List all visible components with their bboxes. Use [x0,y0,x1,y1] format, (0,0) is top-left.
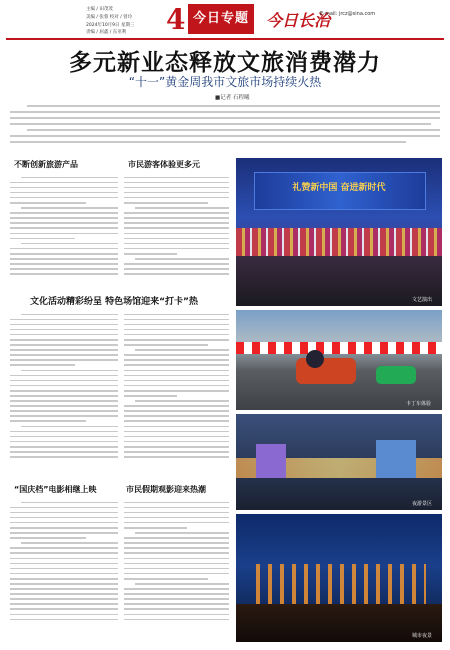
section-heading-films: “国庆档”电影相继上映 [14,485,97,494]
section-banner: 今日专题 [188,4,254,34]
section-heading-innovation: 不断创新旅游产品 [14,160,78,169]
byline: ■记者 石程曦 [215,95,250,101]
caption-city-night: 城市夜景 [412,633,433,639]
designer-line: 美编 / 张蓉 校对 / 曾玲 [86,15,133,20]
body-text-col4 [124,310,229,475]
caption-performance: 文艺演出 [412,297,433,303]
header-rule [6,38,444,40]
caption-go-kart: 卡丁车体验 [406,401,432,407]
section-heading-cultural: 文化活动精彩纷呈 特色场馆迎来“打卡”热 [30,297,198,307]
editor-line: 主编 / 田茂茂 [86,7,113,12]
editor-info [86,6,166,22]
editor-line-2: 责编 / 屈鑫 / 东亚利 [86,30,127,35]
caption-night-scenic: 夜游景区 [412,501,433,507]
body-text-col1 [10,173,118,285]
body-text-col2 [124,173,229,285]
stage-performance-photo [236,158,442,306]
body-text-col3 [10,310,118,475]
subheadline: “十一”黄金周我市文旅市场持续火热 [128,75,322,89]
page-number: 4 [166,3,186,36]
night-scenic-photo [236,414,442,510]
stage-banner-text: 礼赞新中国 奋进新时代 [292,183,386,193]
lead-paragraph [10,101,440,153]
body-text-col6 [124,498,229,643]
go-kart-photo [236,310,442,410]
masthead [0,0,450,40]
city-night-photo [236,514,442,642]
section-heading-viewing: 市民假期观影迎来热潮 [126,485,206,494]
headline: 多元新业态释放文旅消费潜力 [69,50,381,76]
newspaper-logo: 今日长治 [266,11,331,30]
section-heading-experience: 市民游客体验更多元 [128,160,200,169]
contact-email: E-mail: jrcz@sina.com [320,11,376,17]
body-text-col5 [10,498,118,643]
date-line: 2024年10月9日 星期三 [86,23,135,28]
